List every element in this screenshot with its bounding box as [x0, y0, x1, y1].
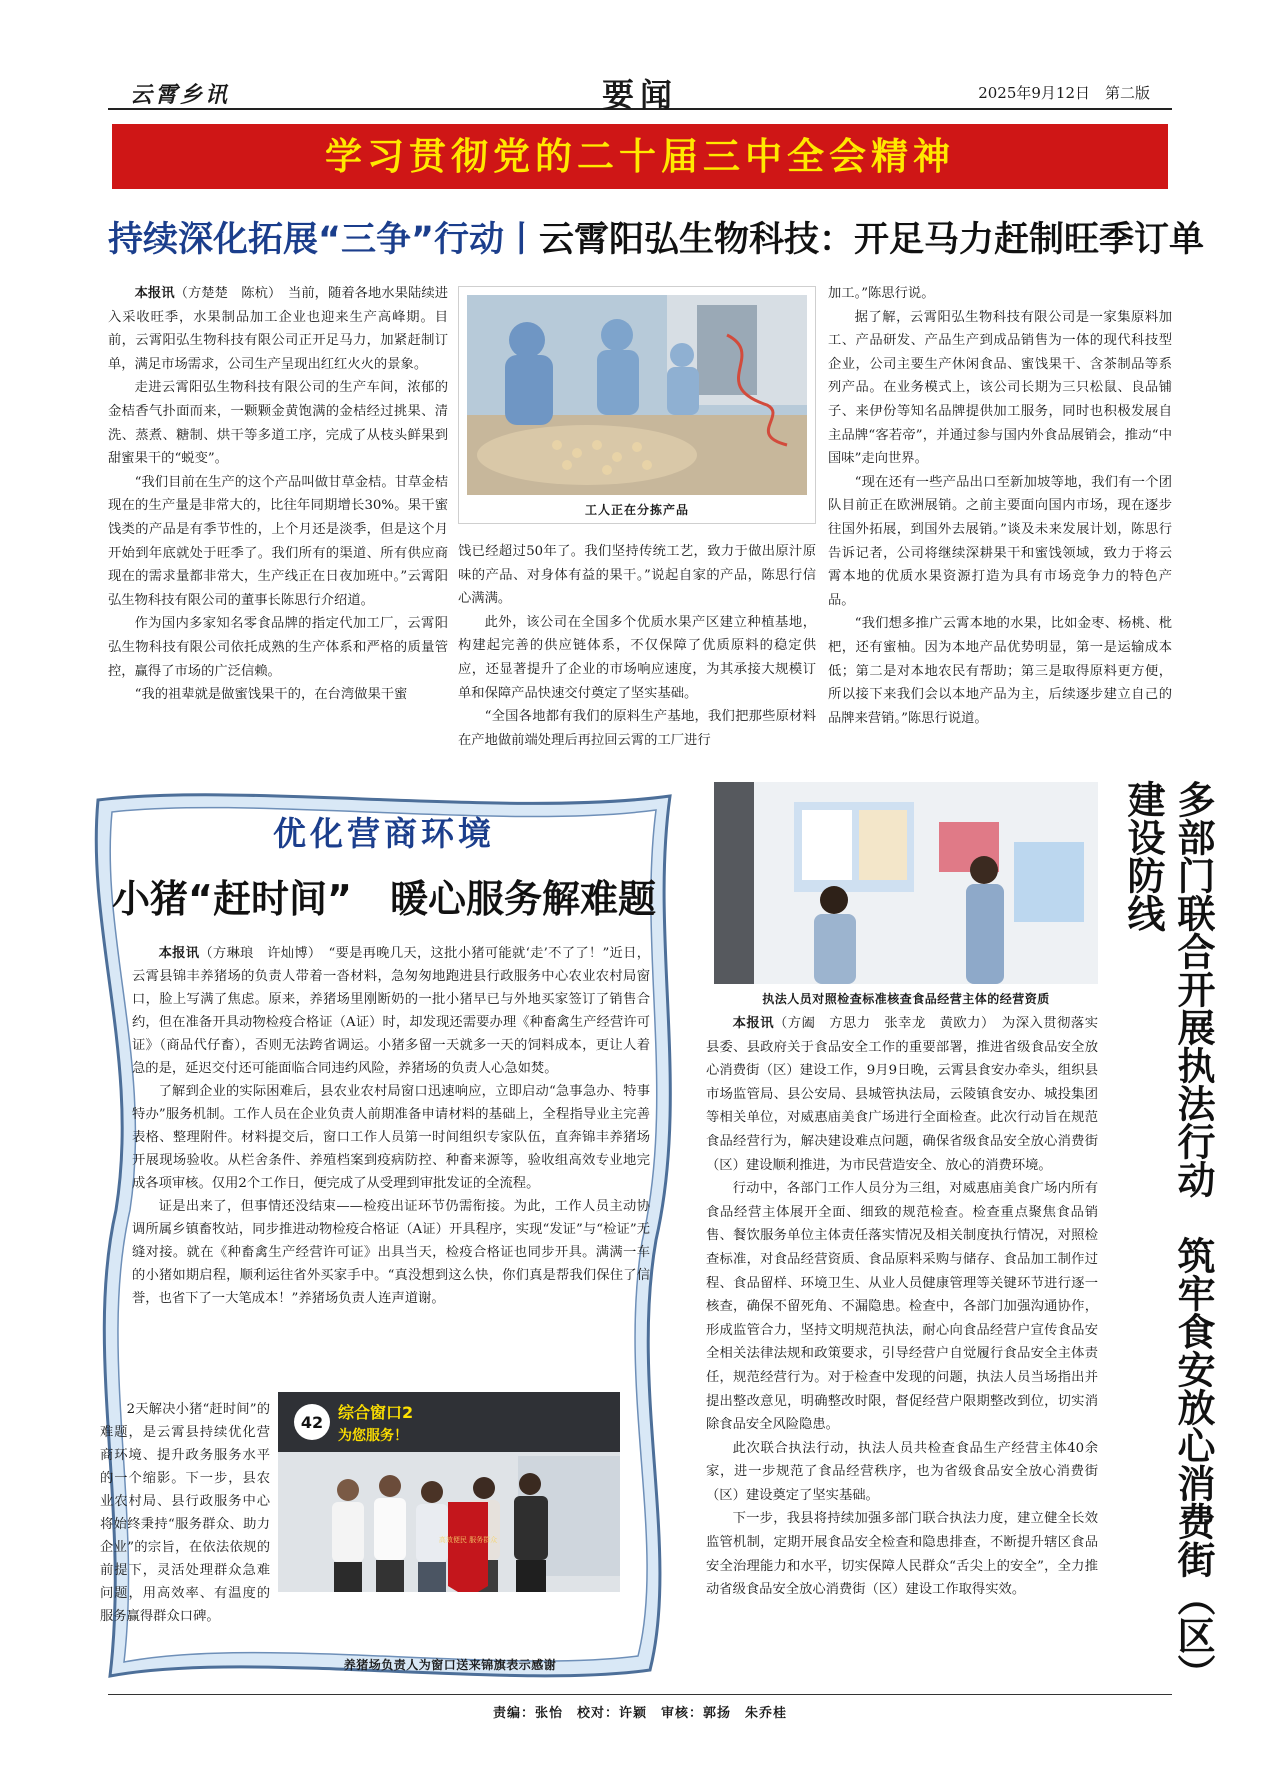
- paper-name: 云霄乡讯: [130, 82, 231, 108]
- article3-para: 下一步，我县将持续加强多部门联合执法力度，建立健全长效监管机制，定期开展食品安全检查和隐患排查，不断提升辖区食品安全治理能力和水平，切实保障人民群众“舌尖上的安全”，全力推动省级食品安全放心消费街（区）建设工作取得实效。: [706, 1511, 1098, 1598]
- byline: 本报讯: [732, 1016, 774, 1031]
- article2-para: 了解到企业的实际困难后，县农业农村局窗口迅速响应，立即启动“急事急办、特事特办”服务机制。工作人员在企业负责人前期准备申请材料的基础上，全程指导业主完善表格、整理附件。材料提交后，窗口工作人员第一时间组织专家队伍，直奔锦丰养猪场开展现场验收。从栏舍条件、养殖档案到疫病防控、种畜来源等，验收组高效专业地完成各项审核。仅用2个工作日，便完成了从受理到审批发证的全流程。: [132, 1084, 650, 1191]
- article1-photo-caption: 工人正在分拣产品: [584, 503, 689, 517]
- banner-presentation-illustration: [278, 1392, 620, 1592]
- article1-col2: [458, 540, 816, 752]
- inspection-photo: [714, 782, 1098, 984]
- article1-para: 饯已经超过50年了。我们坚持传统工艺，致力于做出原汁原味的产品、对身体有益的果干。”说起自家的产品，陈思行信心满满。: [458, 544, 816, 607]
- article1-para: “我们目前在生产的这个产品叫做甘草金桔。甘草金桔现在的生产量是非常大的，比往年同期增长30%。果干蜜饯类的产品是有季节性的，上个月还是淡季，但是这个月开始到年底就处于旺季了。我们所有的渠道、所有供应商现在的需求量都非常大，生产线正在日夜加班中。”云霄阳弘生物科技有限公司的董事长陈思行介绍道。: [108, 474, 448, 608]
- article2-para: 本报讯（方琳琅 许灿博） “要是再晚几天，这批小猪可能就‘走’不了了！”近日，云霄县锦丰养猪场的负责人带着一沓材料，急匆匆地跑进县行政服务中心农业农村局窗口，脸上写满了焦虑。原来，养猪场里刚断奶的一批小猪早已与外地买家签订了销售合约，但在准备开具动物检疫合格证（A证）时，却发现还需要办理《种畜禽生产经营许可证》（商品代仔畜），否则无法跨省调运。小猪多留一天就多一天的饲料成本，更让人着急的是，延迟交付还可能面临合同违约风险，养猪场的负责人心急如焚。: [132, 946, 650, 1076]
- article3-para: 本报讯（方阖 方思力 张幸龙 黄欧力） 为深入贯彻落实县委、县政府关于食品安全工作的重要部署，推进省级食品安全放心消费街（区）建设工作，9月9日晚，云霄县食安办牵头，组织县市场监管局、县公安局、县城管执法局，云陵镇食安办、城投集团等相关单位，对威惠庙美食广场进行全面检查。此次行动旨在规范食品经营行为，解决建设难点问题，确保省级食品安全放心消费街（区）建设顺利推进，为市民营造安全、放心的消费环境。: [706, 1016, 1099, 1173]
- article1-para: 加工。”陈思行说。: [828, 286, 935, 301]
- footer-divider: [108, 1694, 1172, 1695]
- factory-workers-illustration: [467, 295, 807, 495]
- article2-headline: 小猪“赶时间” 暖心服务解难题: [112, 877, 656, 921]
- article3-photo-caption: 执法人员对照检查标准核查食品经营主体的经营资质: [762, 992, 1050, 1006]
- article3-para: 行动中，各部门工作人员分为三组，对威惠庙美食广场内所有食品经营主体展开全面、细致的规范检查。检查重点聚焦食品销售、餐饮服务单位主体责任落实情况及相关制度执行情况，对照检查标准，对食品经营资质、食品原料采购与储存、食品加工制作过程、食品留样、环境卫生、从业人员健康管理等关键环节进行逐一核查，确保不留死角、不漏隐患。检查中，各部门加强沟通协作，形成监管合力，坚持文明规范执法，耐心向食品经营户宣传食品安全相关法律法规和政策要求，引导经营户自觉履行食品安全主体责任，规范经营行为。对于检查中发现的问题，执法人员当场指出并提出整改意见，明确整改时限，督促经营户限期整改到位，切实消除食品安全风险隐患。: [706, 1181, 1098, 1433]
- article2-section-title: 优化营商环境: [273, 814, 495, 853]
- article1-headline-part2: 云霄阳弘生物科技：开足马力赶制旺季订单: [539, 220, 1205, 260]
- footer-credits: 责编：张怡 校对：许颖 审核：郭扬 朱乔桂: [492, 1706, 787, 1721]
- date-edition: 2025年9月12日 第二版: [978, 84, 1150, 102]
- article3-vertical-headline: [1118, 780, 1215, 1700]
- article1-para: “全国各地都有我们的原料生产基地，我们把那些原材料在产地做前端处理后再拉回云霄的工厂进行: [458, 709, 816, 748]
- article2-para: 证是出来了，但事情还没结束——检疫出证环节仍需衔接。为此，工作人员主动协调所属乡镇畜牧站，同步推进动物检疫合格证（A证）开具程序，实现“发证”与“检证”无缝对接。就在《种畜禽生产经营许可证》出具当天，检疫合格证也同步开具。满满一车的小猪如期启程，顺利运往省外买家手中。“真没想到这么快，你们真是帮我们保住了信誉，也省下了一大笔成本！”养猪场负责人连声道谢。: [132, 1199, 650, 1306]
- article1-headline: [108, 212, 1205, 262]
- article2-body: [132, 942, 650, 1310]
- window-number: 42: [300, 1413, 324, 1432]
- article1-col3: [828, 282, 1172, 730]
- article1-para: 本报讯（方楚楚 陈杭） 当前，随着各地水果陆续进入采收旺季，水果制品加工企业也迎来生产高峰期。目前，云霄阳弘生物科技有限公司正开足马力，加紧赶制订单，满足市场需求，公司生产呈现出红红火火的景象。: [108, 286, 448, 372]
- article1-para: “现在还有一些产品出口至新加坡等地，我们有一个团队目前正在欧洲展销。之前主要面向国内市场，现在逐步往国外拓展，到国外去展销。”谈及未来发展计划，陈思行告诉记者，公司将继续深耕果干和蜜饯领域，致力于将云霄本地的优质水果资源打造为具有市场竞争力的特色产品。: [828, 474, 1172, 608]
- masthead: [108, 68, 1172, 114]
- article1-headline-part1: 持续深化拓展“三争”行动丨: [108, 220, 540, 260]
- section-title: 要闻: [601, 76, 678, 114]
- article1-para: “我的祖辈就是做蜜饯果干的，在台湾做果干蜜: [134, 687, 408, 703]
- article3-body: [706, 1012, 1098, 1602]
- banner-presentation-photo: [278, 1392, 620, 1592]
- article1-photo-frame: [458, 286, 816, 524]
- pennant-text: 高效便民 服务群众: [438, 1536, 498, 1544]
- article2-photo-caption: 养猪场负责人为窗口送来锦旗表示感谢: [343, 1658, 557, 1672]
- article1-para: 据了解，云霄阳弘生物科技有限公司是一家集原料加工、产品研发、产品生产到成品销售为一体的现代科技型企业，公司主要生产休闲食品、蜜饯果干、含茶制品等系列产品。在业务模式上，该公司长期为三只松鼠、良品铺子、来伊份等知名品牌提供加工服务，同时也积极发展自主品牌“客若帝”，并通过参与国内外食品展销会，推动“中国味”走向世界。: [828, 309, 1172, 467]
- window-sign-line2: 为您服务！: [338, 1428, 408, 1444]
- window-sign-line1: 综合窗口2: [338, 1403, 414, 1422]
- article2-final-para-col: [100, 1398, 270, 1628]
- factory-workers-photo: [467, 295, 807, 495]
- article1-para: 作为国内多家知名零食品牌的指定代加工厂，云霄阳弘生物科技有限公司依托成熟的生产体系和严格的质量管控，赢得了市场的广泛信赖。: [108, 616, 448, 679]
- article1-para: 走进云霄阳弘生物科技有限公司的生产车间，浓郁的金桔香气扑面而来，一颗颗金黄饱满的金桔经过挑果、清洗、蒸煮、糖制、烘干等多道工序，完成了从枝头鲜果到甜蜜果干的“蜕变”。: [108, 380, 448, 467]
- article1-col1: [108, 282, 448, 707]
- article2-para: 2天解决小猪“赶时间”的难题，是云霄县持续优化营商环境、提升政务服务水平的一个缩影。下一步，县农业农村局、县行政服务中心将始终秉持“服务群众、助力企业”的宗旨，在依法依规的前提下，灵活处理群众急难问题，用高效率、有温度的服务赢得群众口碑。: [100, 1402, 270, 1624]
- theme-banner: 学习贯彻党的二十届三中全会精神: [112, 124, 1168, 189]
- inspection-illustration: [714, 782, 1098, 984]
- article3-headline-text: 多部门联合开展执法行动 筑牢食安放心消费街（区）建设防线: [1121, 780, 1215, 1692]
- article1-para: 此外，该公司在全国多个优质水果产区建立种植基地，构建起完善的供应链体系，不仅保障了优质原料的稳定供应，还显著提升了企业的市场响应速度，为其承接大规模订单和保障产品快速交付奠定了坚实基础。: [458, 614, 816, 701]
- byline: 本报讯: [158, 946, 200, 961]
- article1-para: “我们想多推广云霄本地的水果，比如金枣、杨桃、枇杷，还有蜜柚。因为本地产品优势明显，第一是运输成本低；第二是对本地农民有帮助；第三是取得原料更方便，所以接下来我们会以本地产品为主，后续逐步建立自己的品牌来营销。”陈思行说道。: [828, 616, 1172, 726]
- byline: 本报讯: [134, 286, 175, 301]
- article3-para: 此次联合执法行动，执法人员共检查食品生产经营主体40余家，进一步规范了食品经营秩序，也为省级食品安全放心消费街（区）建设奠定了坚实基础。: [706, 1440, 1098, 1503]
